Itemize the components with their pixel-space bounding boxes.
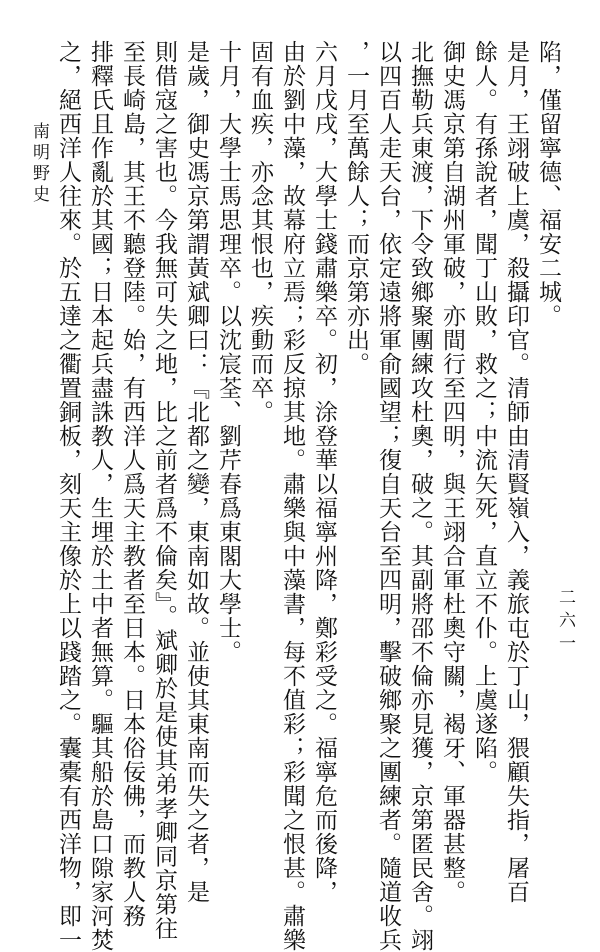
page-number: 二六一 <box>555 588 575 657</box>
text-column-12: 是歲，御史馮京第謂黃斌卿曰：『北都之變，東南如故。並使其東南而失之者，是 <box>183 40 209 904</box>
text-column-3: 餘人。有孫說者，聞丁山敗，救之；中流矢死，直立不仆。上虞遂陷。 <box>471 40 497 784</box>
text-column-2: 是月，王翊破上虞，殺攝印官。清師由清賢嶺入，義旅屯於丁山，猥顧失指，屠百 <box>503 40 529 904</box>
text-column-7: ，一月至萬餘人；而京第亦出。 <box>343 40 369 376</box>
text-column-11: 十月，大學士馬思理卒。以沈宸荃、劉芹春爲東閣大學士。 <box>215 40 241 664</box>
text-column-14: 至長崎島，其王不聽登陸。始，有西洋人爲天主教者至日本。日本俗佞佛，而教人務 <box>119 40 145 928</box>
text-column-8: 六月戊戌，大學士錢肅樂卒。初，涂登華以福寧州降，鄭彩受之。福寧危而後降， <box>311 40 337 904</box>
text-column-13: 則借寇之害也。今我無可失之地，比之前者爲不倫矣』。斌卿於是使其弟孝卿同京第往 <box>151 40 177 941</box>
text-column-16: 之，絕西洋人往來。於五達之衢置銅板，刻天主像於上以踐踏之。囊橐有西洋物，即一 <box>55 40 81 952</box>
text-column-1: 陷，僅留寧德、福安二城。 <box>535 40 561 328</box>
text-column-6: 以四百人走天台，依定遠將軍俞國望；復自天台至四明，擊破鄉聚之團練者。隨道收兵 <box>375 40 401 952</box>
text-column-5: 北撫勒兵東渡，下令致鄉聚團練攻杜奧，破之。其副將邵不倫亦見獲，京第匿民舍。翊 <box>407 40 433 952</box>
text-column-9: 由於劉中藻，故幕府立焉；彩反掠其地。肅樂與中藻書，每不值彩；彩聞之恨甚。肅樂 <box>279 40 305 952</box>
text-column-4: 御史馮京第自湖州軍破，亦間行至四明，與王翊合軍杜奧守關，褐牙、軍器甚整。 <box>439 40 465 904</box>
text-column-10: 固有血疾，亦念其恨也，疾動而卒。 <box>247 40 273 424</box>
text-column-15: 排釋氏且作亂於其國；日本起兵盡誅教人，生埋於土中者無算。驅其船於島口隙家河焚 <box>87 40 113 952</box>
running-header-book-title: 南明野史 <box>29 122 49 206</box>
